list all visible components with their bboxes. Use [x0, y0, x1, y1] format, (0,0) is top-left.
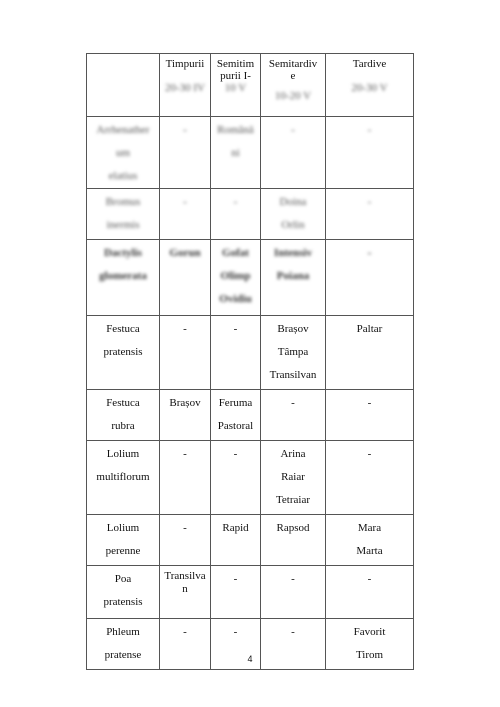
species-cell: Dactylis glomerata: [87, 240, 160, 316]
table-row: [87, 566, 414, 619]
species-cell: Festuca pratensis: [87, 316, 160, 390]
variety-cell: -: [160, 515, 211, 566]
variety-cell: Intensiv Poiana: [261, 240, 326, 316]
variety-cell: Mara Marta: [326, 515, 414, 566]
variety-cell: -: [211, 566, 261, 619]
variety-cell: -: [261, 619, 326, 670]
variety-cell: -: [160, 441, 211, 515]
variety-cell: Gorun: [160, 240, 211, 316]
table-row: [87, 515, 414, 566]
variety-cell: Gofat Olimp Ovidiu: [211, 240, 261, 316]
variety-cell: Rapid: [211, 515, 261, 566]
species-cell: Bromus inermis: [87, 189, 160, 240]
variety-cell: -: [261, 566, 326, 619]
variety-cell: Română ni: [211, 117, 261, 189]
variety-cell: -: [211, 189, 261, 240]
variety-cell: Doina Orlin: [261, 189, 326, 240]
variety-cell: -: [160, 619, 211, 670]
variety-cell: -: [211, 316, 261, 390]
table-row: [87, 441, 414, 515]
species-cell: Lolium perenne: [87, 515, 160, 566]
table-header-row: [87, 54, 414, 117]
variety-cell: -: [211, 619, 261, 670]
table-row: [87, 117, 414, 189]
table-row: [87, 240, 414, 316]
table-row: [87, 189, 414, 240]
varieties-table: [86, 53, 414, 670]
species-cell: Festuca rubra: [87, 390, 160, 441]
table-row: [87, 316, 414, 390]
variety-cell: -: [160, 189, 211, 240]
header-cell-semitardive: Semitardiv e 10-20 V: [261, 54, 326, 117]
variety-cell: -: [261, 390, 326, 441]
variety-cell: -: [160, 316, 211, 390]
variety-cell: -: [326, 441, 414, 515]
variety-cell: -: [326, 240, 414, 316]
table-row: [87, 390, 414, 441]
variety-cell: -: [261, 117, 326, 189]
variety-cell: Brașov Tâmpa Transilvan: [261, 316, 326, 390]
variety-cell: Brașov: [160, 390, 211, 441]
variety-cell: -: [326, 189, 414, 240]
variety-cell: -: [326, 117, 414, 189]
variety-cell: Paltar: [326, 316, 414, 390]
header-cell-tardive: Tardive 20-30 V: [326, 54, 414, 117]
page-number: 4: [247, 654, 253, 664]
variety-cell: Arina Raiar Tetraiar: [261, 441, 326, 515]
variety-cell: -: [326, 566, 414, 619]
variety-cell: -: [326, 390, 414, 441]
variety-cell: -: [160, 117, 211, 189]
species-cell: Lolium multiflorum: [87, 441, 160, 515]
variety-cell: Transilva n: [160, 566, 211, 619]
header-cell-timpurii: Timpurii 20-30 IV: [160, 54, 211, 117]
variety-cell: Feruma Pastoral: [211, 390, 261, 441]
header-corner-cell: [87, 54, 160, 117]
variety-cell: Rapsod: [261, 515, 326, 566]
species-cell: Poa pratensis: [87, 566, 160, 619]
variety-cell: -: [211, 441, 261, 515]
species-cell: Phleum pratense: [87, 619, 160, 670]
header-cell-semitimpurii: Semitim purii I- 10 V: [211, 54, 261, 117]
species-cell: Arrhenather um elatius: [87, 117, 160, 189]
variety-cell: Favorit Tirom: [326, 619, 414, 670]
